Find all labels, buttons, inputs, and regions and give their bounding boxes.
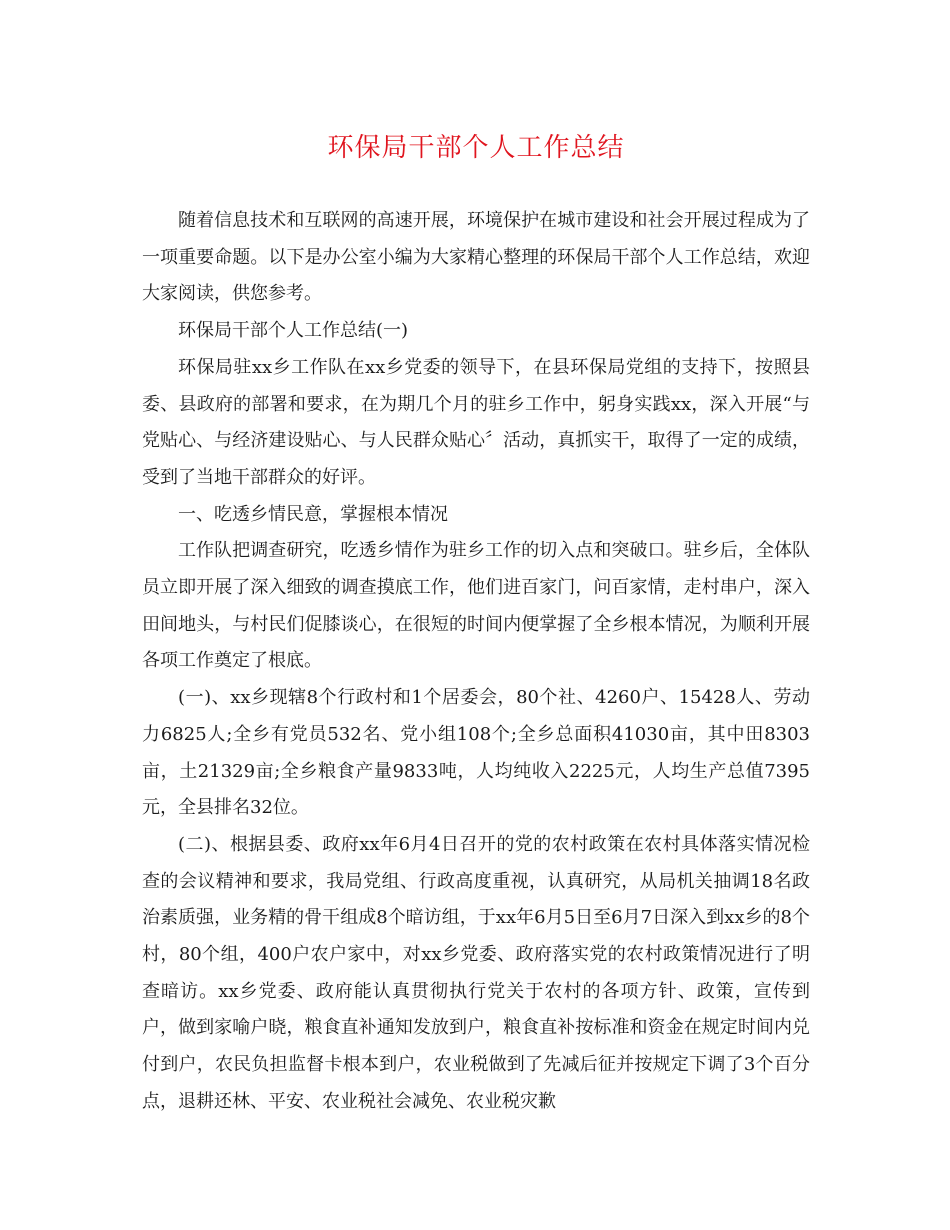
paragraph-investigation: 工作队把调查研究，吃透乡情作为驻乡工作的切入点和突破口。驻乡后，全体队员立即开展了深入细致的调查摸底工作，他们进百家门，问百家情，走村串户，深入田间地头，与村民们促膝谈心，在很短的时间内便掌握了全乡根本情况，为顺利开展各项工作奠定了根底。 — [142, 540, 810, 672]
paragraph-intro: 随着信息技术和互联网的高速开展，环境保护在城市建设和社会开展过程成为了一项重要命题。以下是办公室小编为大家精心整理的环保局干部个人工作总结，欢迎大家阅读，供您参考。 — [142, 210, 810, 305]
paragraph-statistics: (一)、xx乡现辖8个行政村和1个居委会，80个社、4260户、15428人、劳动力6825人;全乡有党员532名、党小组108个;全乡总面积41030亩，其中田8303亩，土21329亩;全乡粮食产量9833吨，人均纯收入2225元，人均生产总值7395元，全县排名32位。 — [142, 687, 810, 819]
document-body — [142, 203, 810, 1121]
section-heading-1: 环保局干部个人工作总结(一) — [178, 320, 409, 342]
document-title: 环保局干部个人工作总结 — [327, 133, 625, 163]
subsection-heading-1: 一、吃透乡情民意，掌握根本情况 — [178, 503, 448, 525]
paragraph-overview: 环保局驻xx乡工作队在xx乡党委的领导下，在县环保局党组的支持下，按照县委、县政府的部署和要求，在为期几个月的驻乡工作中，躬身实践xx，深入开展“与党贴心、与经济建设贴心、与人民群众贴心〞活动，真抓实干，取得了一定的成绩，受到了当地干部群众的好评。 — [142, 356, 810, 488]
paragraph-inspection: (二)、根据县委、政府xx年6月4日召开的党的农村政策在农村具体落实情况检查的会议精神和要求，我局党组、行政高度重视，认真研究，从局机关抽调18名政治素质强，业务精的骨干组成8个暗访组，于xx年6月5日至6月7日深入到xx乡的8个村，80个组，400户农户家中，对xx乡党委、政府落实党的农村政策情况进行了明查暗访。xx乡党委、政府能认真贯彻执行党关于农村的各项方针、政策，宣传到户，做到家喻户晓，粮食直补通知发放到户，粮食直补按标准和资金在规定时间内兑付到户，农民负担监督卡根本到户，农业税做到了先减后征并按规定下调了3个百分点，退耕还林、平安、农业税社会减免、农业税灾歉 — [142, 833, 810, 1112]
